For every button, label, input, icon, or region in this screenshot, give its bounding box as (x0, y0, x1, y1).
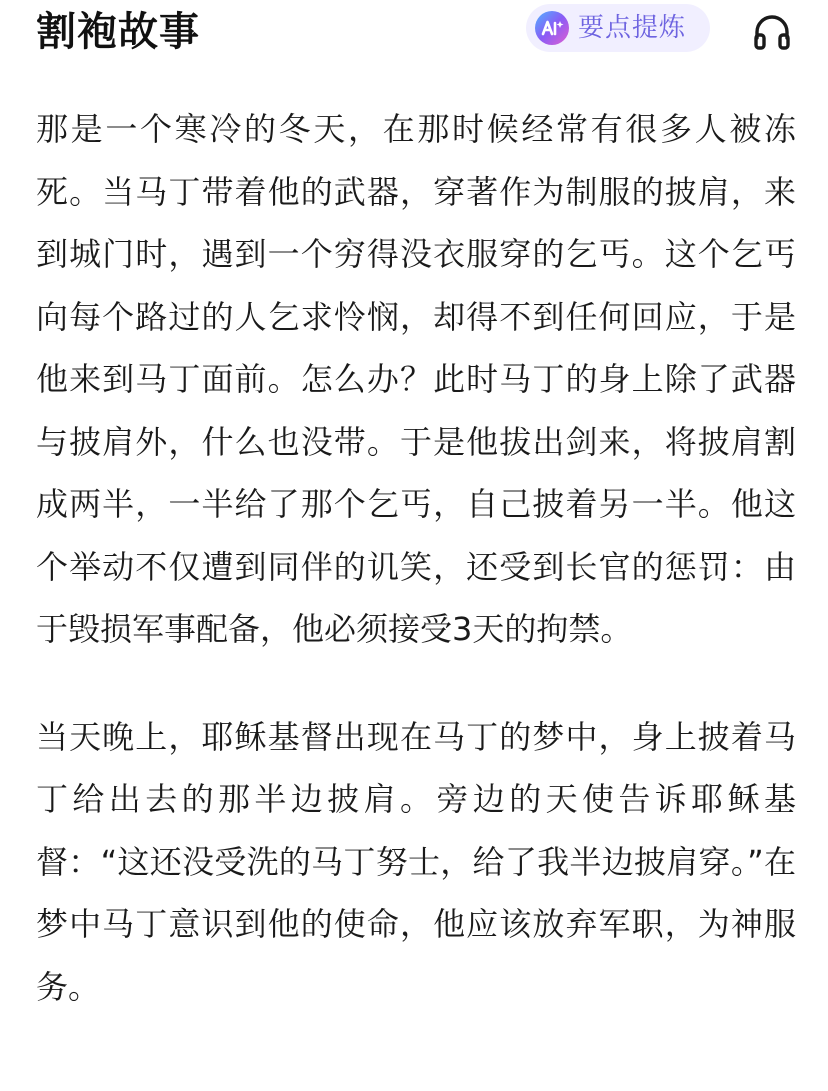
article-header (0, 0, 828, 62)
article-body (36, 98, 796, 1018)
key-points-summary-button[interactable] (526, 4, 710, 52)
listen-audio-button[interactable] (750, 10, 794, 54)
headphones-icon (750, 10, 794, 54)
summary-button-label: 要点提炼 (578, 13, 687, 43)
article-paragraph: 当天晚上，耶稣基督出现在马丁的梦中，身上披着马丁给出去的那半边披肩。旁边的天使告诉耶稣基督：“这还没受洗的马丁努士，给了我半边披肩穿。”在梦中马丁意识到他的使命，他应该放弃军职，为神服务。 (36, 717, 796, 1006)
article-title: 割袍故事 (36, 9, 200, 55)
ai-sparkle-icon (534, 10, 570, 46)
article-paragraph: 那是一个寒冷的冬天，在那时候经常有很多人被冻死。当马丁带着他的武器，穿著作为制服的披肩，来到城门时，遇到一个穷得没衣服穿的乞丐。这个乞丐向每个路过的人乞求怜悯，却得不到任何回应，于是他来到马丁面前。怎么办？此时马丁的身上除了武器与披肩外，什么也没带。于是他拔出剑来，将披肩割成两半，一半给了那个乞丐，自己披着另一半。他这个举动不仅遭到同伴的讥笑，还受到长官的惩罚：由于毁损军事配备，他必须接受3天的拘禁。 (36, 110, 796, 648)
